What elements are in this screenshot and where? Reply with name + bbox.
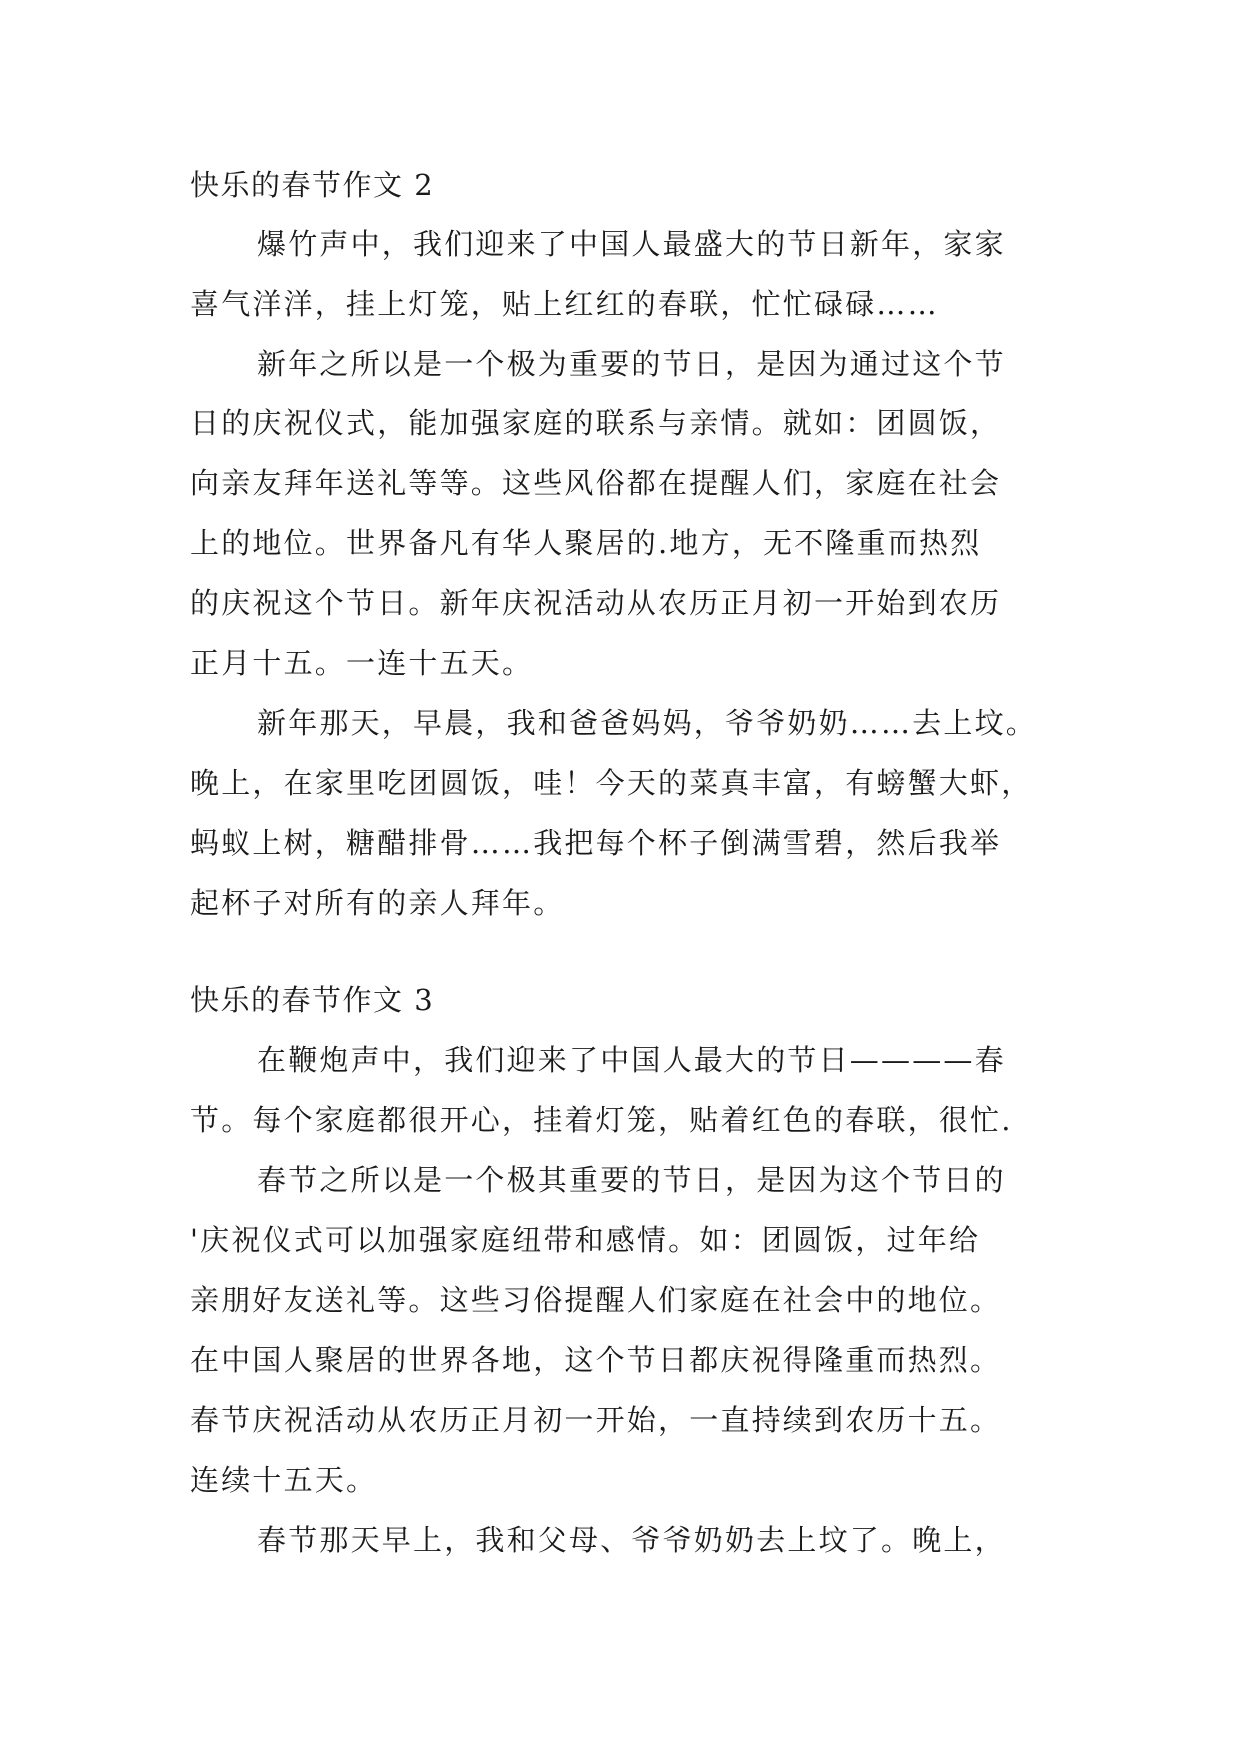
essay-3-paragraph-2-line-1: 春节之所以是一个极其重要的节日，是因为这个节日的 — [257, 1163, 1006, 1197]
essay-2-paragraph-2-line-1: 新年之所以是一个极为重要的节日，是因为通过这个节 — [257, 347, 1006, 381]
essay-3-paragraph-2-line-2: '庆祝仪式可以加强家庭纽带和感情。如：团圆饭，过年给 — [190, 1223, 981, 1257]
essay-2-paragraph-2-line-5: 的庆祝这个节日。新年庆祝活动从农历正月初一开始到农历 — [190, 586, 1002, 620]
essay-2-paragraph-3-line-4: 起杯子对所有的亲人拜年。 — [190, 886, 565, 920]
essay-2-paragraph-1-line-1: 爆竹声中，我们迎来了中国人最盛大的节日新年，家家 — [257, 227, 1006, 261]
essay-2-paragraph-2-line-4: 上的地位。世界备凡有华人聚居的.地方，无不隆重而热烈 — [190, 526, 982, 560]
essay-2-paragraph-1-line-2: 喜气洋洋，挂上灯笼，贴上红红的春联，忙忙碌碌…… — [190, 287, 939, 321]
essay-2-paragraph-2-line-2: 日的庆祝仪式，能加强家庭的联系与亲情。就如：团圆饭， — [190, 406, 1002, 440]
essay-2-paragraph-2-line-3: 向亲友拜年送礼等等。这些风俗都在提醒人们，家庭在社会 — [190, 466, 1002, 500]
essay-2-title: 快乐的春节作文 2 — [190, 168, 435, 202]
essay-3-paragraph-2-line-4: 在中国人聚居的世界各地，这个节日都庆祝得隆重而热烈。 — [190, 1343, 1002, 1377]
essay-2-paragraph-2-line-6: 正月十五。一连十五天。 — [190, 646, 534, 680]
essay-3-paragraph-2-line-3: 亲朋好友送礼等。这些习俗提醒人们家庭在社会中的地位。 — [190, 1283, 1002, 1317]
essay-3-title: 快乐的春节作文 3 — [190, 983, 435, 1017]
essay-2-paragraph-3-line-3: 蚂蚁上树，糖醋排骨……我把每个杯子倒满雪碧，然后我举 — [190, 826, 1002, 860]
essay-2-paragraph-3-line-1: 新年那天，早晨，我和爸爸妈妈，爷爷奶奶……去上坟。 — [257, 706, 1038, 740]
essay-2-paragraph-3-line-2: 晚上，在家里吃团圆饭，哇！今天的菜真丰富，有螃蟹大虾， — [190, 766, 1033, 800]
essay-3-paragraph-1-line-1: 在鞭炮声中，我们迎来了中国人最大的节日————春 — [257, 1043, 1006, 1077]
essay-3-paragraph-1-line-2: 节。每个家庭都很开心，挂着灯笼，贴着红色的春联，很忙. — [190, 1103, 1013, 1137]
essay-3-paragraph-2-line-6: 连续十五天。 — [190, 1463, 378, 1497]
essay-3-paragraph-3-line-1: 春节那天早上，我和父母、爷爷奶奶去上坟了。晚上， — [257, 1523, 1006, 1557]
essay-3-paragraph-2-line-5: 春节庆祝活动从农历正月初一开始，一直持续到农历十五。 — [190, 1403, 1002, 1437]
